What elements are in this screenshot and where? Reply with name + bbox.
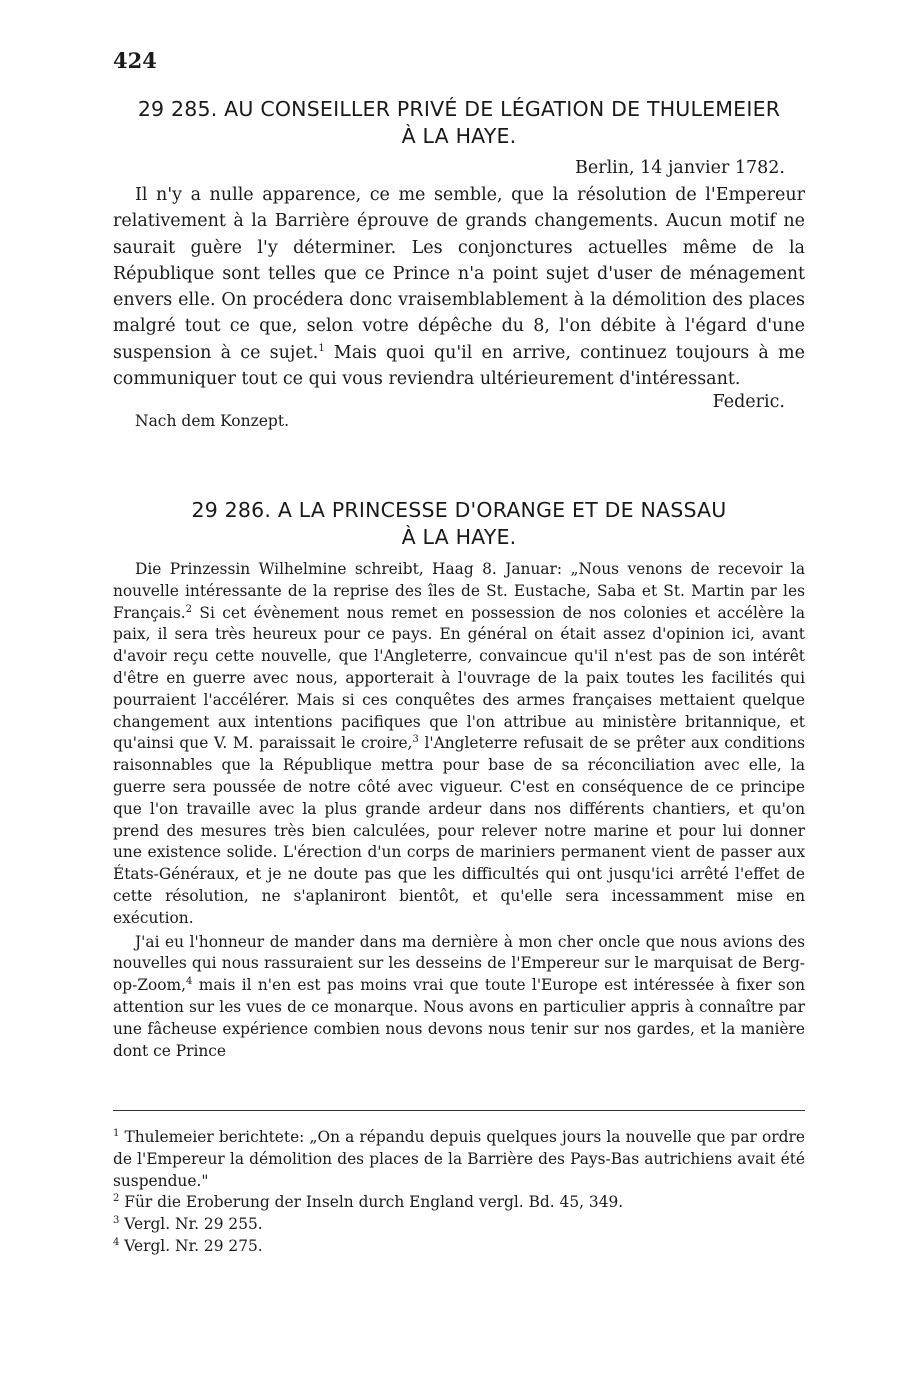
- letter-paragraph: [113, 932, 805, 1063]
- footnote-text: Für die Eroberung der Inseln durch England vergl. Bd. 45, 349.: [124, 1193, 624, 1212]
- footnote-mark: 4: [113, 1236, 120, 1248]
- letter-heading: [113, 96, 805, 150]
- heading-line-2: À LA HAYE.: [401, 124, 517, 148]
- footnote: [113, 1214, 805, 1236]
- footnote-ref: 3: [412, 734, 419, 746]
- body-text-a: Il n'y a nulle apparence, ce me semble, que la résolution de l'Empereur relativement à la Barrière éprouve de grands changements. Aucun motif ne saurait guère l'y déterminer. Les conjonctures actuelles même de la République sont telles que ce Prince n'a point sujet d'user de ménagement envers elle. On procédera donc vraisemblablement à la démolition des places malgré tout ce que, selon votre dépêche du 8, l'on débite à l'égard d'une suspension à ce sujet.: [113, 185, 805, 363]
- paragraph-text: Si cet évènement nous remet en possession de nos colonies et accélère la paix, il sera très heureux pour ce pays. En général on était assez d'opinion ici, avant d'avoir reçu cette nouvelle, que l'Angleterre, convaincue qu'il n'est pas de son intérêt d'être en guerre avec nous, apporterait à l'ouvrage de la paix toutes les facilités qui pourraient l'accélérer. Mais si ces conquêtes des armes françaises mettaient quelque changement aux intentions pacifiques que l'on attribue au ministère britannique, et qu'ainsi que V. M. paraissait le croire,: [113, 603, 805, 753]
- letter-29285: [113, 96, 805, 430]
- footnote-ref: 1: [318, 342, 325, 354]
- footnote: [113, 1236, 805, 1258]
- body-text-b: Mais quoi qu'il en arrive, continuez toujours à me communiquer tout ce qui vous reviendra ultérieurement d'intéressant.: [113, 342, 805, 390]
- page-number: 424: [113, 48, 157, 73]
- footnote-text: Vergl. Nr. 29 255.: [124, 1215, 263, 1234]
- heading-line-1: 29 285. AU CONSEILLER PRIVÉ DE LÉGATION DE THULEMEIER: [137, 97, 781, 121]
- heading-line-2: À LA HAYE.: [401, 525, 517, 549]
- footnote-ref: 2: [185, 603, 193, 615]
- footnote-mark: 1: [113, 1127, 120, 1139]
- paragraph-text: Die Prinzessin Wilhelmine schreibt, Haag 8. Januar: „Nous venons de recevoir la nouvelle intéressante de la reprise des îles de St. Eustache, Saba et St. Martin par les Français.: [113, 560, 805, 622]
- footnote-text: Thulemeier berichtete: „On a répandu depuis quelques jours la nouvelle que par ordre de l'Empereur la démolition des places de la Barrière des Pays-Bas autrichiens avait été suspendue.": [113, 1128, 805, 1190]
- footnote: [113, 1192, 805, 1214]
- paragraph-text: mais il n'en est pas moins vrai que toute l'Europe est intéressée à fixer son attention sur les vues de ce monarque. Nous avons en particulier appris à connaître par une fâcheuse expérience combien nous devons nous tenir sur nos gardes, et la manière dont ce Prince: [113, 976, 805, 1060]
- footnote-ref: 4: [186, 976, 193, 988]
- signature: Federic.: [712, 392, 785, 413]
- heading-line-1: 29 286. A LA PRINCESSE D'ORANGE ET DE NASSAU: [191, 498, 727, 522]
- letter-paragraph: [113, 559, 805, 930]
- footnotes: [113, 1127, 805, 1258]
- footnote-divider: [113, 1110, 805, 1111]
- paragraph-text: l'Angleterre refusait de se prêter aux conditions raisonnables que la République mettra pour base de sa réconciliation avec elle, la guerre sera poussée de notre côté avec vigueur. C'est en conséquence de ce principe que l'on travaille avec la plus grande ardeur dans nos différents chantiers, et qu'on prend des mesures très bien calculées, pour relever notre marine et pour lui donner une existence solide. L'érection d'un corps de mariniers permanent vient de passer aux États-Généraux, et je ne doute pas que les difficultés qui ont jusqu'ici arrêté l'effet de cette résolution, ne s'aplaniront bientôt, et qu'elle sera incessamment mise en exécution.: [113, 734, 805, 927]
- source-note: Nach dem Konzept.: [135, 412, 290, 431]
- footnote-mark: 3: [113, 1215, 120, 1227]
- footnote-mark: 2: [113, 1193, 120, 1205]
- letter-body: [113, 182, 805, 392]
- paragraph-text: J'ai eu l'honneur de mander dans ma dernière à mon cher oncle que nous avions des nouvelles qui nous rassuraient sur les desseins de l'Empereur sur le marquisat de Berg-op-Zoom,: [113, 932, 805, 995]
- footnote-text: Vergl. Nr. 29 275.: [124, 1236, 263, 1255]
- letter-heading: [113, 497, 805, 551]
- footnote: [113, 1127, 805, 1192]
- letter-date: Berlin, 14 janvier 1782.: [575, 158, 785, 178]
- letter-29286: [113, 497, 805, 1062]
